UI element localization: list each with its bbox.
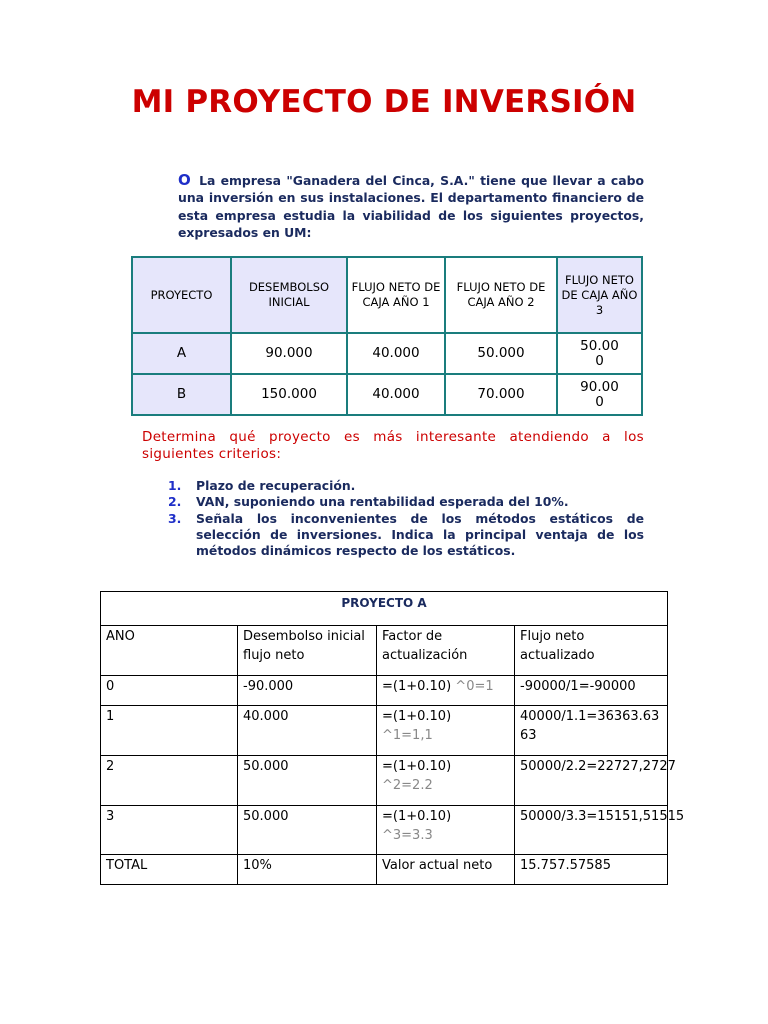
header-desembolso-inicial: DESEMBOLSO INICIAL — [231, 257, 347, 333]
cell-ano: 3 — [101, 806, 238, 855]
cell-proyecto: A — [132, 333, 231, 374]
total-row — [101, 855, 668, 885]
list-text: Señala los inconvenientes de los métodos estáticos de selección de inversiones. Indica la principal ventaja de los métodos dinámicos respecto de los estáticos. — [196, 510, 644, 559]
cell-factor — [377, 676, 515, 706]
cell-desembolso: 150.000 — [231, 374, 347, 415]
cell-ano: 2 — [101, 756, 238, 806]
factor-exponent: ^0=1 — [455, 679, 494, 694]
cell-flujo-actualizado: 40000/1.1=36363.6363 — [515, 706, 668, 756]
header-factor: Factor de actualización — [377, 626, 515, 676]
cell-flujo-actualizado: 50000/2.2=22727,2727 — [515, 756, 668, 806]
list-number: 2. — [168, 494, 182, 510]
cell-flujo-1: 40.000 — [347, 333, 445, 374]
table-row — [101, 706, 668, 756]
cell-desembolso: 50.000 — [238, 806, 377, 855]
factor-exponent: ^3=3.3 — [382, 828, 433, 843]
page-title: MI PROYECTO DE INVERSIÓN — [131, 84, 637, 120]
header-flujo-actualizado: Flujo neto actualizado — [515, 626, 668, 676]
question-text: Determina qué proyecto es más interesante atendiendo a los siguientes criterios: — [142, 429, 644, 462]
project-a-caption: PROYECTO A — [101, 592, 668, 626]
criteria-list — [168, 478, 644, 559]
cell-factor — [377, 706, 515, 756]
cell-total-label: TOTAL — [101, 855, 238, 885]
projects-table-row — [132, 333, 642, 374]
list-text: VAN, suponiendo una rentabilidad esperada del 10%. — [196, 494, 569, 510]
factor-base: =(1+0.10) — [382, 709, 452, 724]
table-row — [101, 676, 668, 706]
header-flujo-ano-2: FLUJO NETO DE CAJA AÑO 2 — [445, 257, 557, 333]
cell-desembolso: 40.000 — [238, 706, 377, 756]
table-row — [101, 756, 668, 806]
cell-flujo-3: 90.000 — [557, 374, 642, 415]
projects-table-header-row — [132, 257, 642, 333]
cell-factor — [377, 756, 515, 806]
factor-exponent: ^1=1,1 — [382, 728, 433, 743]
list-item — [168, 478, 644, 494]
factor-base: =(1+0.10) — [382, 809, 452, 824]
list-number: 3. — [168, 510, 182, 526]
cell-total-rate: 10% — [238, 855, 377, 885]
cell-flujo-1: 40.000 — [347, 374, 445, 415]
list-item — [168, 494, 644, 510]
header-flujo-ano-1: FLUJO NETO DE CAJA AÑO 1 — [347, 257, 445, 333]
cell-ano: 1 — [101, 706, 238, 756]
list-item — [168, 511, 644, 560]
cell-flujo-2: 70.000 — [445, 374, 557, 415]
cell-total-van-value: 15.757.57585 — [515, 855, 668, 885]
cell-flujo-actualizado: -90000/1=-90000 — [515, 676, 668, 706]
header-ano: ANO — [101, 626, 238, 676]
factor-exponent: ^2=2.2 — [382, 778, 433, 793]
project-a-table — [100, 591, 685, 885]
intro-paragraph — [178, 172, 644, 241]
cell-desembolso: 90.000 — [231, 333, 347, 374]
cell-factor — [377, 806, 515, 855]
list-number: 1. — [168, 478, 182, 493]
factor-base: =(1+0.10) — [382, 679, 452, 694]
cell-flujo-actualizado: 50000/3.3=15151,51515 — [515, 806, 668, 855]
intro-text: La empresa "Ganadera del Cinca, S.A." tiene que llevar a cabo una inversión en sus instalaciones. El departamento financiero de esta empresa estudia la viabilidad de los siguientes proyectos, expresados en UM: — [178, 173, 644, 240]
cell-proyecto: B — [132, 374, 231, 415]
project-a-header-row — [101, 626, 668, 676]
cell-flujo-3: 50.000 — [557, 333, 642, 374]
circle-bullet-icon: O — [178, 171, 191, 189]
cell-ano: 0 — [101, 676, 238, 706]
list-text: Plazo de recuperación. — [196, 478, 356, 493]
cell-desembolso: 50.000 — [238, 756, 377, 806]
header-proyecto: PROYECTO — [132, 257, 231, 333]
header-desembolso: Desembolso inicial flujo neto — [238, 626, 377, 676]
table-row — [101, 806, 668, 855]
header-flujo-ano-3: FLUJO NETO DE CAJA AÑO 3 — [557, 257, 642, 333]
factor-base: =(1+0.10) — [382, 759, 452, 774]
project-a-caption-row — [101, 592, 668, 626]
cell-flujo-2: 50.000 — [445, 333, 557, 374]
projects-table-row — [132, 374, 642, 415]
projects-table — [131, 256, 643, 416]
cell-desembolso: -90.000 — [238, 676, 377, 706]
cell-total-van-label: Valor actual neto — [377, 855, 515, 885]
